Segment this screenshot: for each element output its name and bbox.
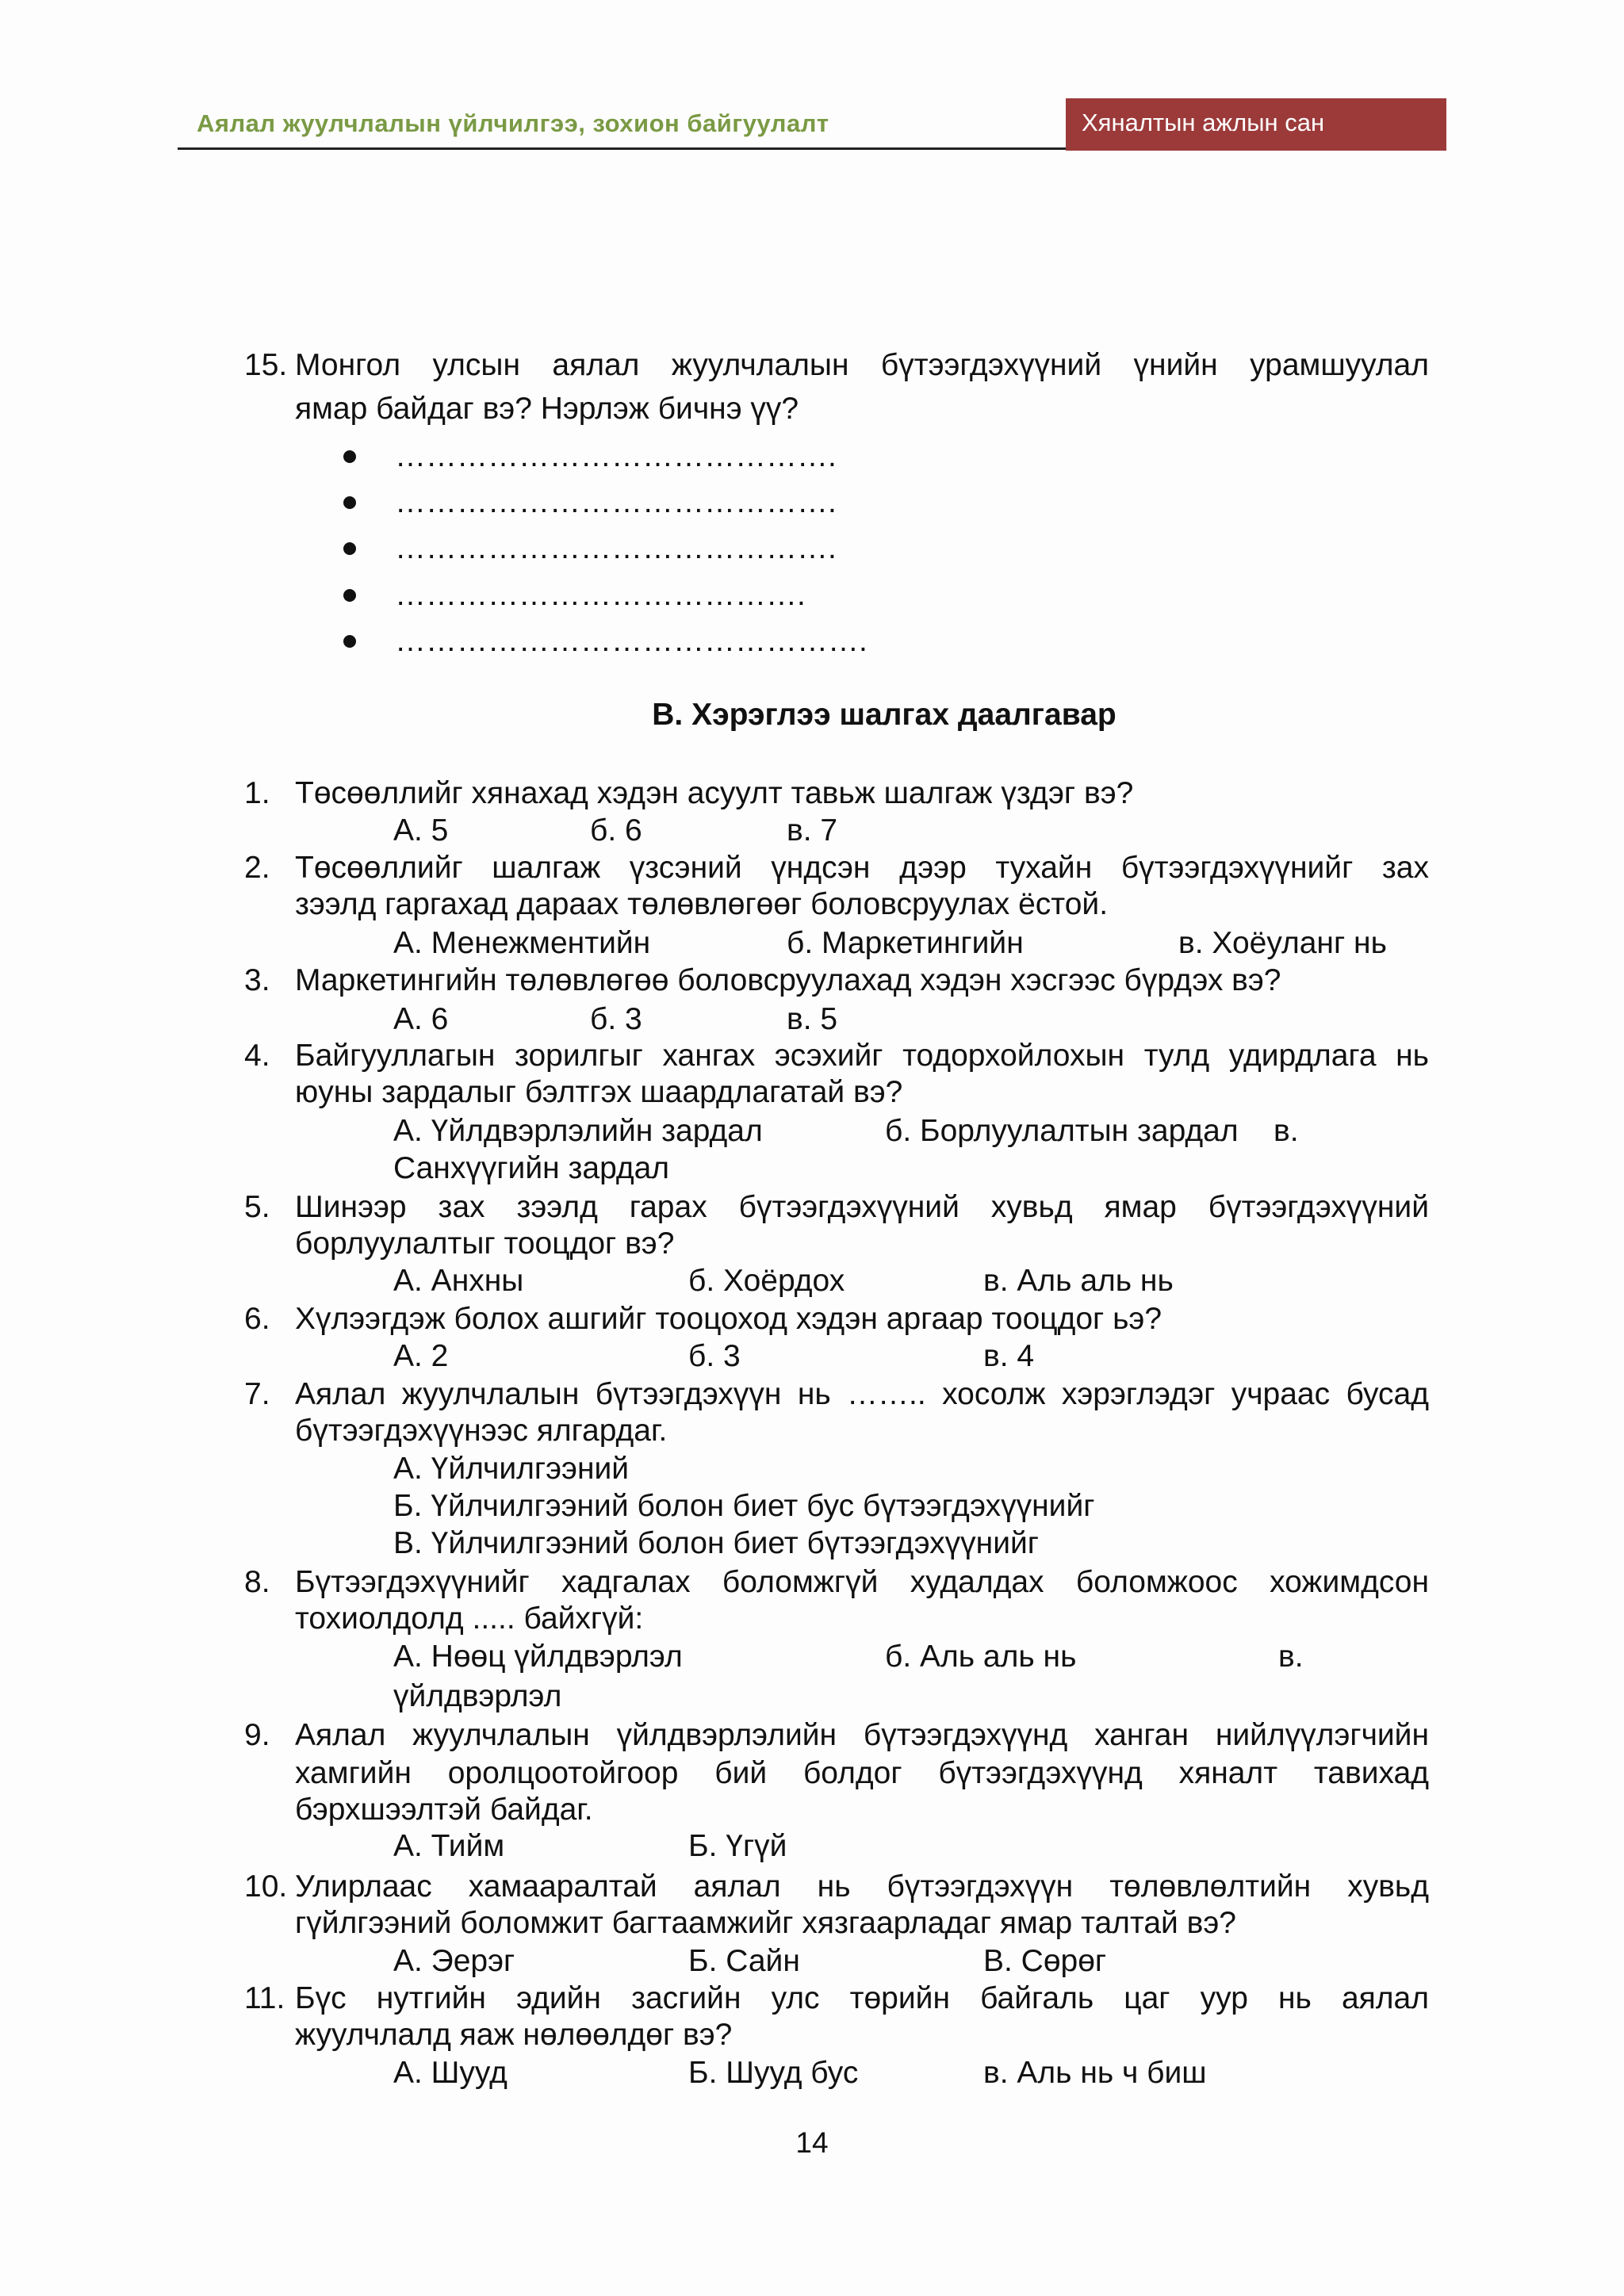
question-text: Төсөөллийг шалгаж үзсэний үндсэн дээр тухайн бүтээгдэхүүнийг зах [295,851,1429,885]
question-text: тохиолдолд ..... байхгүй: [295,1601,644,1636]
answer-option: б. 3 [590,1002,642,1036]
answer-blank: ……………………………………. [395,531,837,565]
question-text: Бүтээгдэхүүнийг хадгалах боломжгүй худалдах боломжоос хожимдсон [295,1565,1429,1599]
answer-option: А. 5 [393,813,449,848]
question-text: юуны зардалыг бэлтгэх шаардлагатай вэ? [295,1075,903,1109]
question-number: 3. [244,963,270,997]
answer-blank: …………………………………. [395,578,806,612]
question-number: 7. [244,1377,270,1411]
question-number: 1. [244,776,270,810]
answer-option: А. Тийм [393,1829,505,1863]
answer-option: в. Аль нь ч биш [983,2056,1207,2090]
answer-option: б. 3 [688,1339,741,1373]
answer-option: в. 4 [983,1339,1035,1373]
answer-option: в. Хоёуланг нь [1178,926,1387,960]
answer-option: в. [1274,1114,1299,1148]
question-number: 4. [244,1039,270,1073]
question-text: Шинээр зах зээлд гарах бүтээгдэхүүний хувьд ямар бүтээгдэхүүний [295,1190,1429,1224]
question-number: 9. [244,1718,270,1752]
answer-option: б. Аль аль нь [885,1640,1077,1674]
answer-option: А. Менежментийн [393,926,651,960]
question-number: 11. [244,1981,285,2015]
answer-option: А. Эерэг [393,1944,515,1978]
question-text: Монгол улсын аялал жуулчлалын бүтээгдэхүүний үнийн урамшуулал [295,348,1429,382]
question-text: гүйлгээний боломжит багтаамжийг хязгаарладаг ямар талтай вэ? [295,1906,1236,1940]
answer-option: Санхүүгийн зардал [393,1151,670,1185]
answer-option: А. Нөөц үйлдвэрлэл [393,1640,683,1674]
answer-option: б. 6 [590,813,642,848]
question-number: 15. [244,348,288,382]
answer-option: А. Анхны [393,1264,524,1298]
question-text: Аялал жуулчлалын бүтээгдэхүүн нь …….. хосолж хэрэглэдэг учраас бусад [295,1377,1429,1411]
question-number: 10. [244,1869,288,1904]
answer-option: үйлдвэрлэл [393,1679,562,1713]
answer-option: А. 2 [393,1339,449,1373]
answer-blank: ……………………………………. [395,439,837,473]
question-text: Улирлаас хамааралтай аялал нь бүтээгдэхүүн төлөвлөлтийн хувьд [295,1869,1429,1904]
bullet-dot [343,496,356,509]
answer-option: В. Үйлчилгээний болон биет бүтээгдэхүүнийг [393,1526,1039,1560]
page-number: 14 [795,2126,829,2159]
section-title: В. Хэрэглээ шалгах даалгавар [652,698,1116,732]
question-text: борлуулалтыг тооцдог вэ? [295,1226,675,1261]
answer-option: Б. Шууд бус [688,2056,859,2090]
answer-option: А. Үйлдвэрлэлийн зардал [393,1114,763,1148]
header-rule [178,147,1066,150]
answer-option: А. Үйлчилгээний [393,1452,630,1486]
answer-option: в. Аль аль нь [983,1264,1174,1298]
answer-option: в. [1278,1640,1304,1674]
answer-option: Б. Үгүй [688,1829,787,1863]
bullet-dot [343,542,356,555]
question-text: Хүлээгдэж болох ашгийг тооцоход хэдэн аргаар тооцдог ьэ? [295,1302,1162,1336]
header-badge: Хяналтын ажлын сан [1066,98,1446,151]
answer-option: б. Хоёрдох [688,1264,845,1298]
answer-option: б. Борлуулалтын зардал [885,1114,1239,1148]
question-number: 6. [244,1302,270,1336]
bullet-dot [343,635,356,648]
answer-option: В. Сөрөг [983,1944,1107,1978]
question-text: зээлд гаргахад дараах төлөвлөгөөг боловсруулах ёстой. [295,887,1109,921]
answer-blank: ……………………………………. [395,485,837,519]
answer-option: в. 5 [787,1002,838,1036]
question-number: 5. [244,1190,270,1224]
question-text: бэрхшээлтэй байдаг. [295,1793,593,1827]
answer-option: б. Маркетингийн [787,926,1024,960]
answer-blank: ………………………………………. [395,624,868,658]
question-number: 8. [244,1565,270,1599]
question-text: бүтээгдэхүүнээс ялгардаг. [295,1414,668,1448]
bullet-dot [343,450,356,463]
question-text: хамгийн оролцоотойгоор бий болдог бүтээгдэхүүнд хяналт тавихад [295,1756,1429,1790]
answer-option: Б. Сайн [688,1944,800,1978]
question-number: 2. [244,851,270,885]
answer-option: в. 7 [787,813,838,848]
question-text: Маркетингийн төлөвлөгөө боловсруулахад хэдэн хэсгээс бүрдэх вэ? [295,963,1281,997]
answer-option: А. Шууд [393,2056,508,2090]
question-text: Аялал жуулчлалын үйлдвэрлэлийн бүтээгдэхүүнд ханган нийлүүлэгчийн [295,1718,1429,1752]
question-text: Төсөөллийг хянахад хэдэн асуулт тавьж шалгаж үздэг вэ? [295,776,1134,810]
bullet-dot [343,589,356,602]
answer-option: Б. Үйлчилгээний болон биет бус бүтээгдэхүүнийг [393,1489,1095,1523]
question-text: жуулчлалд яаж нөлөөлдөг вэ? [295,2018,733,2052]
header-title: Аялал жуулчлалын үйлчилгээ, зохион байгуулалт [197,109,829,137]
question-text: ямар байдаг вэ? Нэрлэж бичнэ үү? [295,392,799,426]
question-text: Байгууллагын зорилгыг хангах эсэхийг тодорхойлохын тулд удирдлага нь [295,1039,1429,1073]
answer-option: А. 6 [393,1002,449,1036]
question-text: Бүс нутгийн эдийн засгийн улс төрийн байгаль цаг уур нь аялал [295,1981,1429,2015]
